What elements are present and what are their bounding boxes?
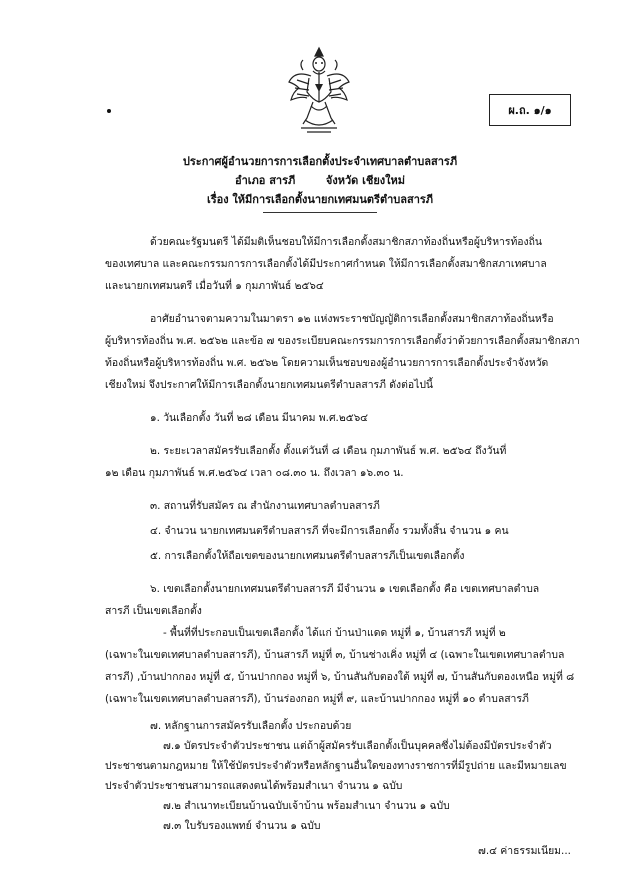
item-5-district: ๕. การเลือกตั้งให้ถือเขตของนายกเทศมนตรีตำบลสารภีเป็นเขตเลือกตั้ง xyxy=(150,550,465,562)
item-6-line1: ๖. เขตเลือกตั้งนายกเทศมนตรีตำบลสารภี มีจำนวน ๑ เขตเลือกตั้ง คือ เขตเทศบาลตำบล xyxy=(150,583,540,595)
item-6-line6: (เฉพาะในเขตเทศบาลตำบลสารภี), บ้านร่องกอก หมู่ที่ ๙, และบ้านปากกอง หมู่ที่ ๑๐ ตำบลสารภี xyxy=(105,693,529,705)
item-1-election-date: ๑. วันเลือกตั้ง วันที่ ๒๘ เดือน มีนาคม พ.ศ.๒๕๖๔ xyxy=(150,412,369,424)
item-4-count: ๔. จำนวน นายกเทศมนตรีตำบลสารภี ที่จะมีการเลือกตั้ง รวมทั้งสิ้น จำนวน ๑ คน xyxy=(150,525,509,537)
form-code-box: ผ.ถ. ๑/๑ xyxy=(489,94,571,126)
item-7-1-line1: ๗.๑ บัตรประจำตัวประชาชน แต่ถ้าผู้สมัครรับเลือกตั้งเป็นบุคคลซึ่งไม่ต้องมีบัตรประจำตัว xyxy=(163,740,552,752)
para2-line1: อาศัยอำนาจตามความในมาตรา ๑๒ แห่งพระราชบัญญัติการเลือกตั้งสมาชิกสภาท้องถิ่นหรือ xyxy=(150,313,554,325)
para2-line4: เชียงใหม่ จึงประกาศให้มีการเลือกตั้งนายกเทศมนตรีตำบลสารภี ดังต่อไปนี้ xyxy=(105,379,434,391)
para2-line2: ผู้บริหารท้องถิ่น พ.ศ. ๒๕๖๒ และข้อ ๗ ของระเบียบคณะกรรมการการเลือกตั้งว่าด้วยการเลือกตั้งสมาชิกสภา xyxy=(105,335,580,347)
para1-line3: และนายกเทศมนตรี เมื่อวันที่ ๑ กุมภาพันธ์ ๒๕๖๔ xyxy=(105,280,324,292)
item-2-line1: ๒. ระยะเวลาสมัครรับเลือกตั้ง ตั้งแต่วันที่ ๘ เดือน กุมภาพันธ์ พ.ศ. ๒๕๖๔ ถึงวันที่ xyxy=(150,445,507,457)
item-6-line5: สารภี) ,บ้านปากกอง หมู่ที่ ๕, บ้านปากกอง หมู่ที่ ๖, บ้านสันกับตองใต้ หมู่ที่ ๗, บ้านสันกับตองเหนือ หมู่ที่ ๘ xyxy=(105,671,575,683)
para1-line2: ของเทศบาล และคณะกรรมการการเลือกตั้งได้มีประกาศกำหนด ให้มีการเลือกตั้งสมาชิกสภาเทศบาล xyxy=(105,258,547,270)
item-7-heading: ๗. หลักฐานการสมัครรับเลือกตั้ง ประกอบด้วย xyxy=(150,720,352,732)
item-6-line2: สารภี เป็นเขตเลือกตั้ง xyxy=(105,605,202,617)
continuation-note: ๗.๔ ค่าธรรมเนียม... xyxy=(478,845,571,857)
para1-line1: ด้วยคณะรัฐมนตรี ได้มีมติเห็นชอบให้มีการเลือกตั้งสมาชิกสภาท้องถิ่นหรือผู้บริหารท้องถิ่น xyxy=(150,236,543,248)
item-7-1-line3: ประจำตัวประชาชนสามารถแสดงตนได้พร้อมสำเนา จำนวน ๑ ฉบับ xyxy=(105,780,403,792)
item-7-1-line2: ประชาชนตามกฎหมาย ให้ใช้บัตรประจำตัวหรือหลักฐานอื่นใดของทางราชการที่มีรูปถ่าย และมีหมายเลข xyxy=(105,760,567,772)
garuda-emblem-icon xyxy=(285,44,353,136)
district-province-line: อำเภอ สารภี จังหวัด เชียงใหม่ xyxy=(234,174,406,187)
title-divider xyxy=(263,212,377,213)
page-dot xyxy=(107,109,111,113)
announcement-title: ประกาศผู้อำนวยการการเลือกตั้งประจำเทศบาลตำบลสารภี xyxy=(182,155,458,168)
item-6-line3: - พื้นที่ที่ประกอบเป็นเขตเลือกตั้ง ได้แก่ บ้านป่าแดด หมู่ที่ ๑, บ้านสารภี หมู่ที่ ๒ xyxy=(163,627,506,639)
item-7-2: ๗.๒ สำเนาทะเบียนบ้านฉบับเจ้าบ้าน พร้อมสำเนา จำนวน ๑ ฉบับ xyxy=(163,800,450,812)
item-7-3: ๗.๓ ใบรับรองแพทย์ จำนวน ๑ ฉบับ xyxy=(163,820,321,832)
item-3-location: ๓. สถานที่รับสมัคร ณ สำนักงานเทศบาลตำบลสารภี xyxy=(150,500,380,512)
item-6-line4: (เฉพาะในเขตเทศบาลตำบลสารภี), บ้านสารภี หมู่ที่ ๓, บ้านช่างเคิ่ง หมู่ที่ ๔ (เฉพาะในเขตเทศบาลตำบล xyxy=(105,649,565,661)
para2-line3: ท้องถิ่นหรือผู้บริหารท้องถิ่น พ.ศ. ๒๕๖๒ โดยความเห็นชอบของผู้อำนวยการการเลือกตั้งประจำจังหวัด xyxy=(105,357,549,369)
subject-line: เรื่อง ให้มีการเลือกตั้งนายกเทศมนตรีตำบลสารภี xyxy=(206,193,434,206)
item-2-line2: ๑๒ เดือน กุมภาพันธ์ พ.ศ.๒๕๖๔ เวลา ๐๘.๓๐ น. ถึงเวลา ๑๖.๓๐ น. xyxy=(105,467,404,479)
